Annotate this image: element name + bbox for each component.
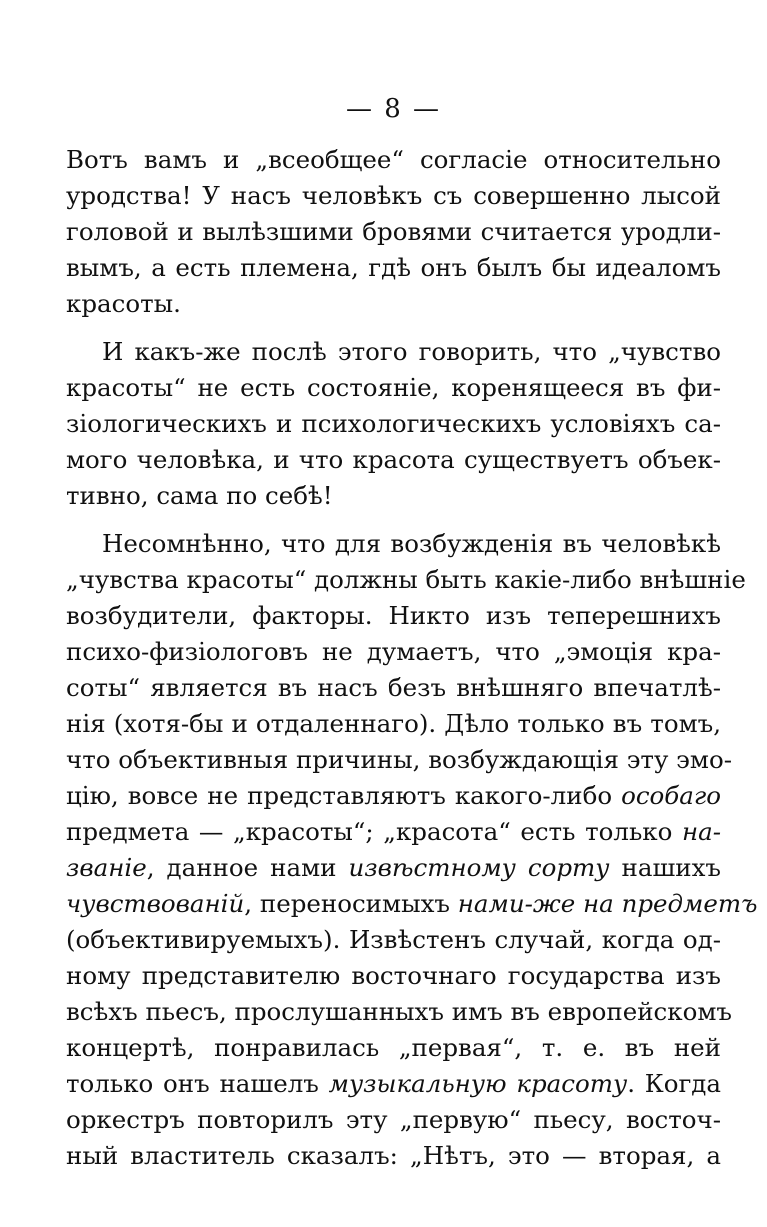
text-line: что объективныя причины, возбуждающія эту эмо- [66,745,732,774]
text-line: оркестръ повторилъ эту „первую“ пьесу, восточ- [66,1105,721,1134]
italic-run: особаго [621,781,721,810]
text-line [66,886,758,922]
text-line: уродства! У насъ человѣкъ съ совершенно лысой [66,181,721,210]
text-line: вымъ, а есть племена, гдѣ онъ былъ бы идеаломъ [66,253,721,282]
text-line: красоты“ не есть состояніе, коренящееся въ фи- [66,373,721,402]
paragraph-1 [66,142,721,322]
text-line: мого человѣка, и что красота существуетъ объек- [66,445,721,474]
text-line [66,850,721,886]
italic-run: нами-же на предметъ [457,889,758,918]
text-run: только онъ нашелъ [66,1069,319,1098]
text-line [66,778,721,814]
italic-run: музыкальную красоту [328,1069,628,1098]
paragraph-3 [66,526,758,1174]
text-line: (объективируемыхъ). Извѣстенъ случай, когда од- [66,925,721,954]
text-line: Вотъ вамъ и „всеобщее“ согласіе относительно [66,145,721,174]
text-line: всѣхъ пьесъ, прослушанныхъ имъ въ европейскомъ [66,997,732,1026]
italic-run: чувствованій [66,889,245,918]
text-run: нашихъ [621,853,721,882]
italic-run: на- [681,817,721,846]
text-line: возбудители, факторы. Никто изъ теперешнихъ [66,601,721,630]
text-line: „чувства красоты“ должны быть какіе-либо внѣшніе [66,565,746,594]
text-line: концертѣ, понравилась „первая“, т. е. въ ней [66,1033,721,1062]
text-run: , переносимыхъ [244,889,450,918]
text-run: цію, вовсе не представляютъ какого-либо [66,781,613,810]
italic-run: званіе [66,853,147,882]
text-line: ный властитель сказалъ: „Нѣтъ, это — вторая, а [66,1141,721,1170]
text-line: головой и вылѣзшими бровями считается уродли- [66,217,721,246]
text-line: Несомнѣнно, что для возбужденія въ человѣкѣ [102,529,721,558]
text-line: нія (хотя-бы и отдаленнаго). Дѣло только въ томъ, [66,709,721,738]
text-line: зіологическихъ и психологическихъ условіяхъ са- [66,409,721,438]
page-number: — 8 — [345,94,442,124]
text-line: соты“ является въ насъ безъ внѣшняго впечатлѣ- [66,673,721,702]
text-line: И какъ-же послѣ этого говорить, что „чувство [102,337,721,366]
text-line: красоты. [66,289,181,318]
text-run: . Когда [627,1069,721,1098]
text-line [66,1066,721,1102]
paragraph-2 [66,334,721,514]
text-line [66,814,721,850]
text-run: предмета — „красоты“; „красота“ есть только [66,817,673,846]
italic-run: извѣстному сорту [348,853,610,882]
text-run: , данное нами [146,853,337,882]
text-line: психо-физіологовъ не думаетъ, что „эмоція кра- [66,637,721,666]
text-line: тивно, сама по себѣ! [66,481,333,510]
text-line: ному представителю восточнаго государства изъ [66,961,721,990]
